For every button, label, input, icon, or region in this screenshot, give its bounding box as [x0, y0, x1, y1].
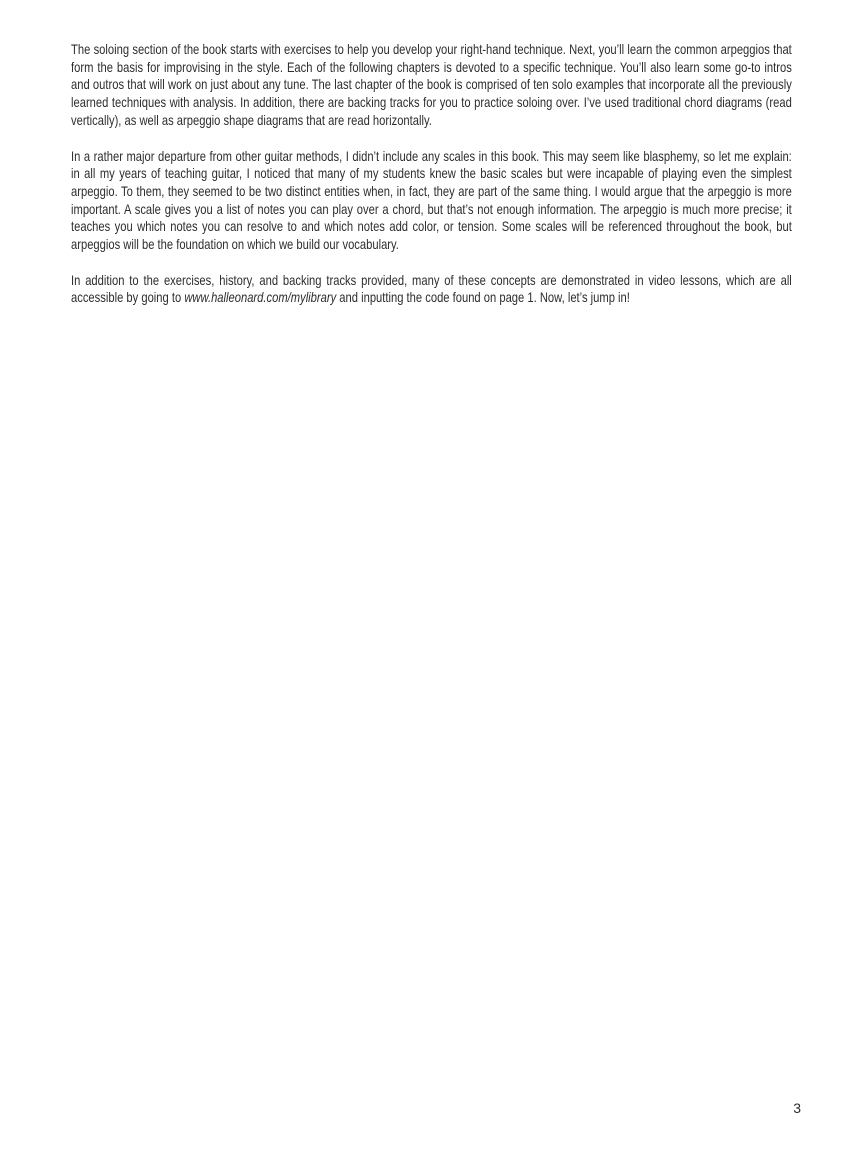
paragraph-video-lessons-after-url: and inputting the code found on page 1. Now, let’s jump in! [336, 289, 630, 306]
website-url: www.halleonard.com/mylibrary [184, 289, 337, 306]
paragraph-video-lessons-before-url: In addition to the exercises, history, and backing tracks provided, many of these concepts are demonstrated in video lessons, which are all accessible by going to [71, 271, 792, 306]
paragraph-video-lessons [71, 272, 792, 307]
paragraph-intro-soloing: The soloing section of the book starts with exercises to help you develop your right-hand technique. Next, you’ll learn the common arpeggios that form the basis for improvising in the style. Each of the following chapters is devoted to a specific technique. You’ll also learn some go-to intros and outros that will work on just about any tune. The last chapter of the book is comprised of ten solo examples that incorporate all the previously learned techniques with analysis. In addition, there are backing tracks for you to practice soloing over. I’ve used traditional chord diagrams (read vertically), as well as arpeggio shape diagrams that are read horizontally. [71, 41, 792, 128]
paragraph-scales-explanation: In a rather major departure from other guitar methods, I didn’t include any scales in this book. This may seem like blasphemy, so let me explain: in all my years of teaching guitar, I noticed that many of my students knew the basic scales but were incapable of playing even the simplest arpeggio. To them, they seemed to be two distinct entities when, in fact, they are part of the same thing. I would argue that the arpeggio is more important. A scale gives you a list of notes you can play over a chord, but that’s not enough information. The arpeggio is much more precise; it teaches you which notes you can resolve to and which notes add color, or tension. Some scales will be referenced throughout the book, but arpeggios will be the foundation on which we build our vocabulary. [71, 147, 792, 253]
body-text [71, 41, 792, 307]
page-number: 3 [793, 1100, 801, 1116]
